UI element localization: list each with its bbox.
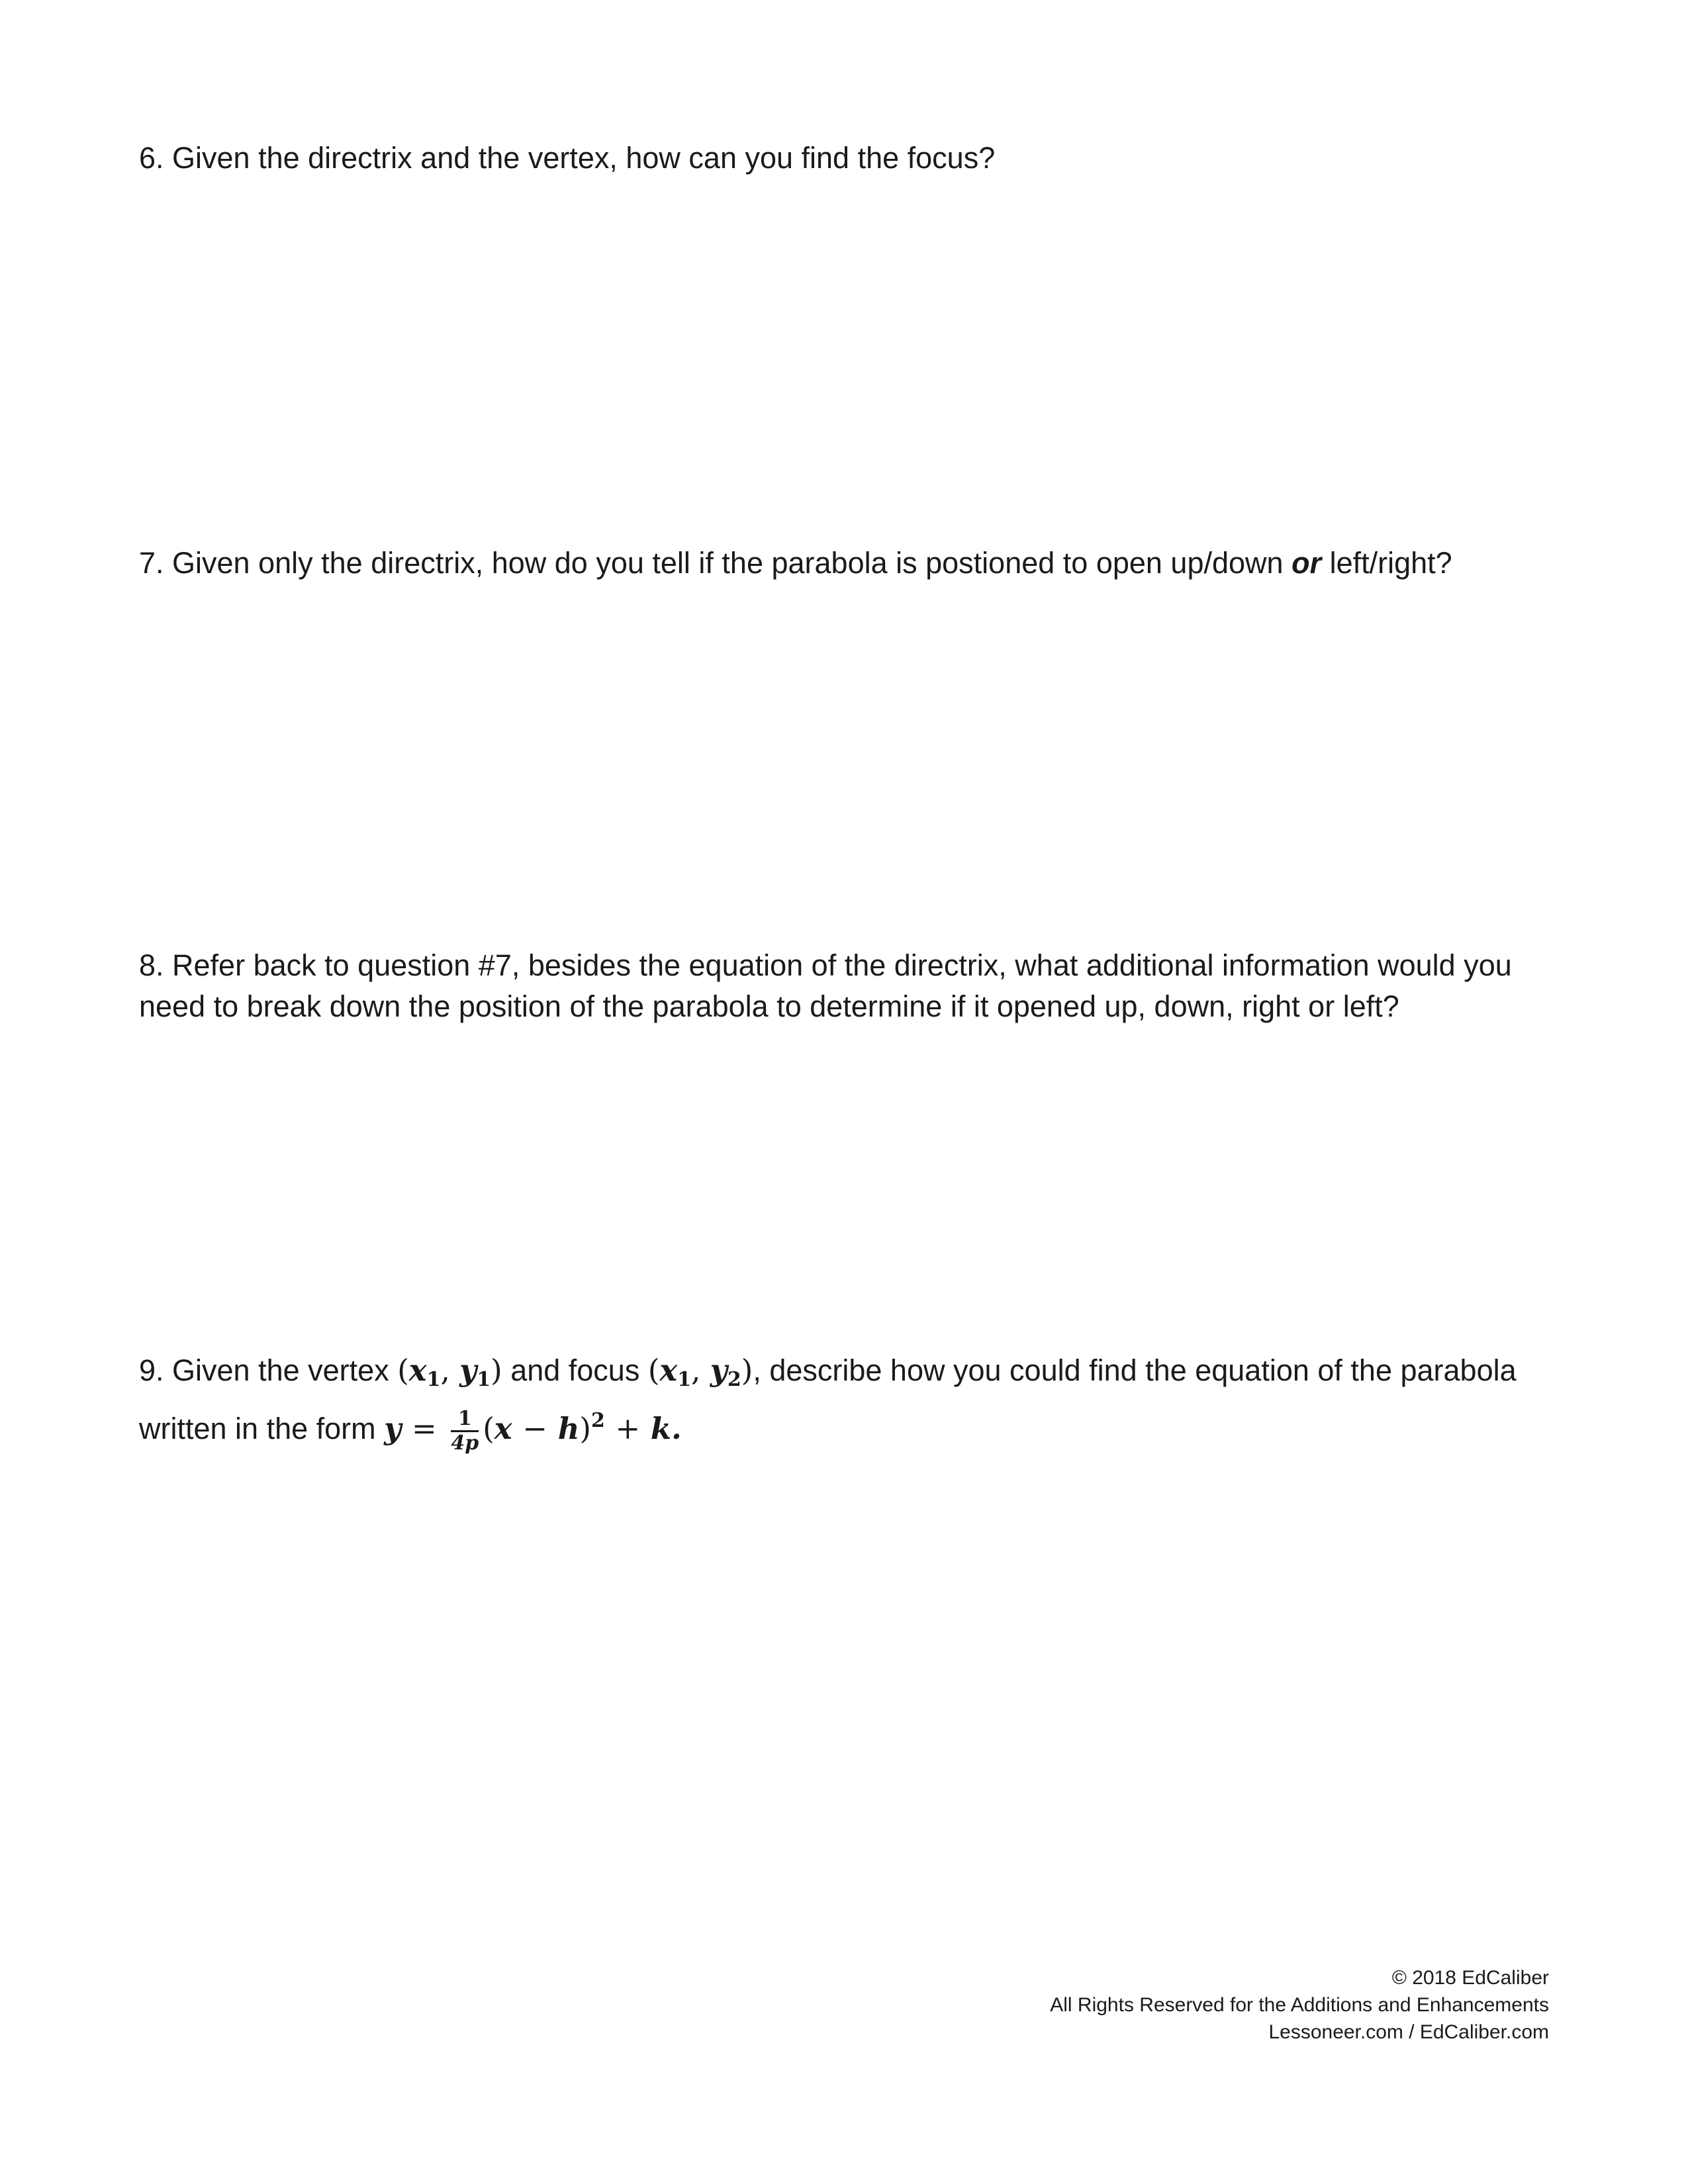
page-footer xyxy=(1050,1964,1549,2046)
question-7-emphasis: or xyxy=(1291,546,1322,580)
question-9-mid: and focus xyxy=(502,1353,648,1387)
question-9-text: , describe how you could find the equation of the parabola written in the form xyxy=(139,1353,1517,1445)
footer-sites: Lessoneer.com / EdCaliber.com xyxy=(1268,2021,1549,2043)
equation-fraction: $\frac{1}{4p}$ xyxy=(451,1407,479,1455)
question-7 xyxy=(139,543,1562,584)
footer-copyright: © 2018 EdCaliber xyxy=(1391,1967,1549,1989)
question-7-text: 7. Given only the directrix, how do you tell if the parabola is postioned to open up/down xyxy=(139,546,1292,580)
question-8: 8. Refer back to question #7, besides the equation of the directrix, what additional information would you need to break down the position of the parabola to determine if it opened up, down, right or left? xyxy=(139,948,1512,1023)
question-9-intro: 9. Given the vertex xyxy=(139,1353,398,1387)
footer-rights: All Rights Reserved for the Additions and Enhancements xyxy=(1050,1994,1549,2016)
question-9 xyxy=(139,1350,1562,1455)
question-7-text-end: left/right? xyxy=(1321,546,1452,580)
question-6: 6. Given the directrix and the vertex, how can you find the focus? xyxy=(139,141,996,175)
vertex-coordinates: ($x_1$, $y_1$) xyxy=(397,1353,502,1391)
parabola-equation: y = $\frac{1}{4p}$ $(x - h)^2 + k$. xyxy=(384,1407,682,1455)
focus-coordinates: ($x_1$, $y_2$) xyxy=(647,1353,753,1391)
